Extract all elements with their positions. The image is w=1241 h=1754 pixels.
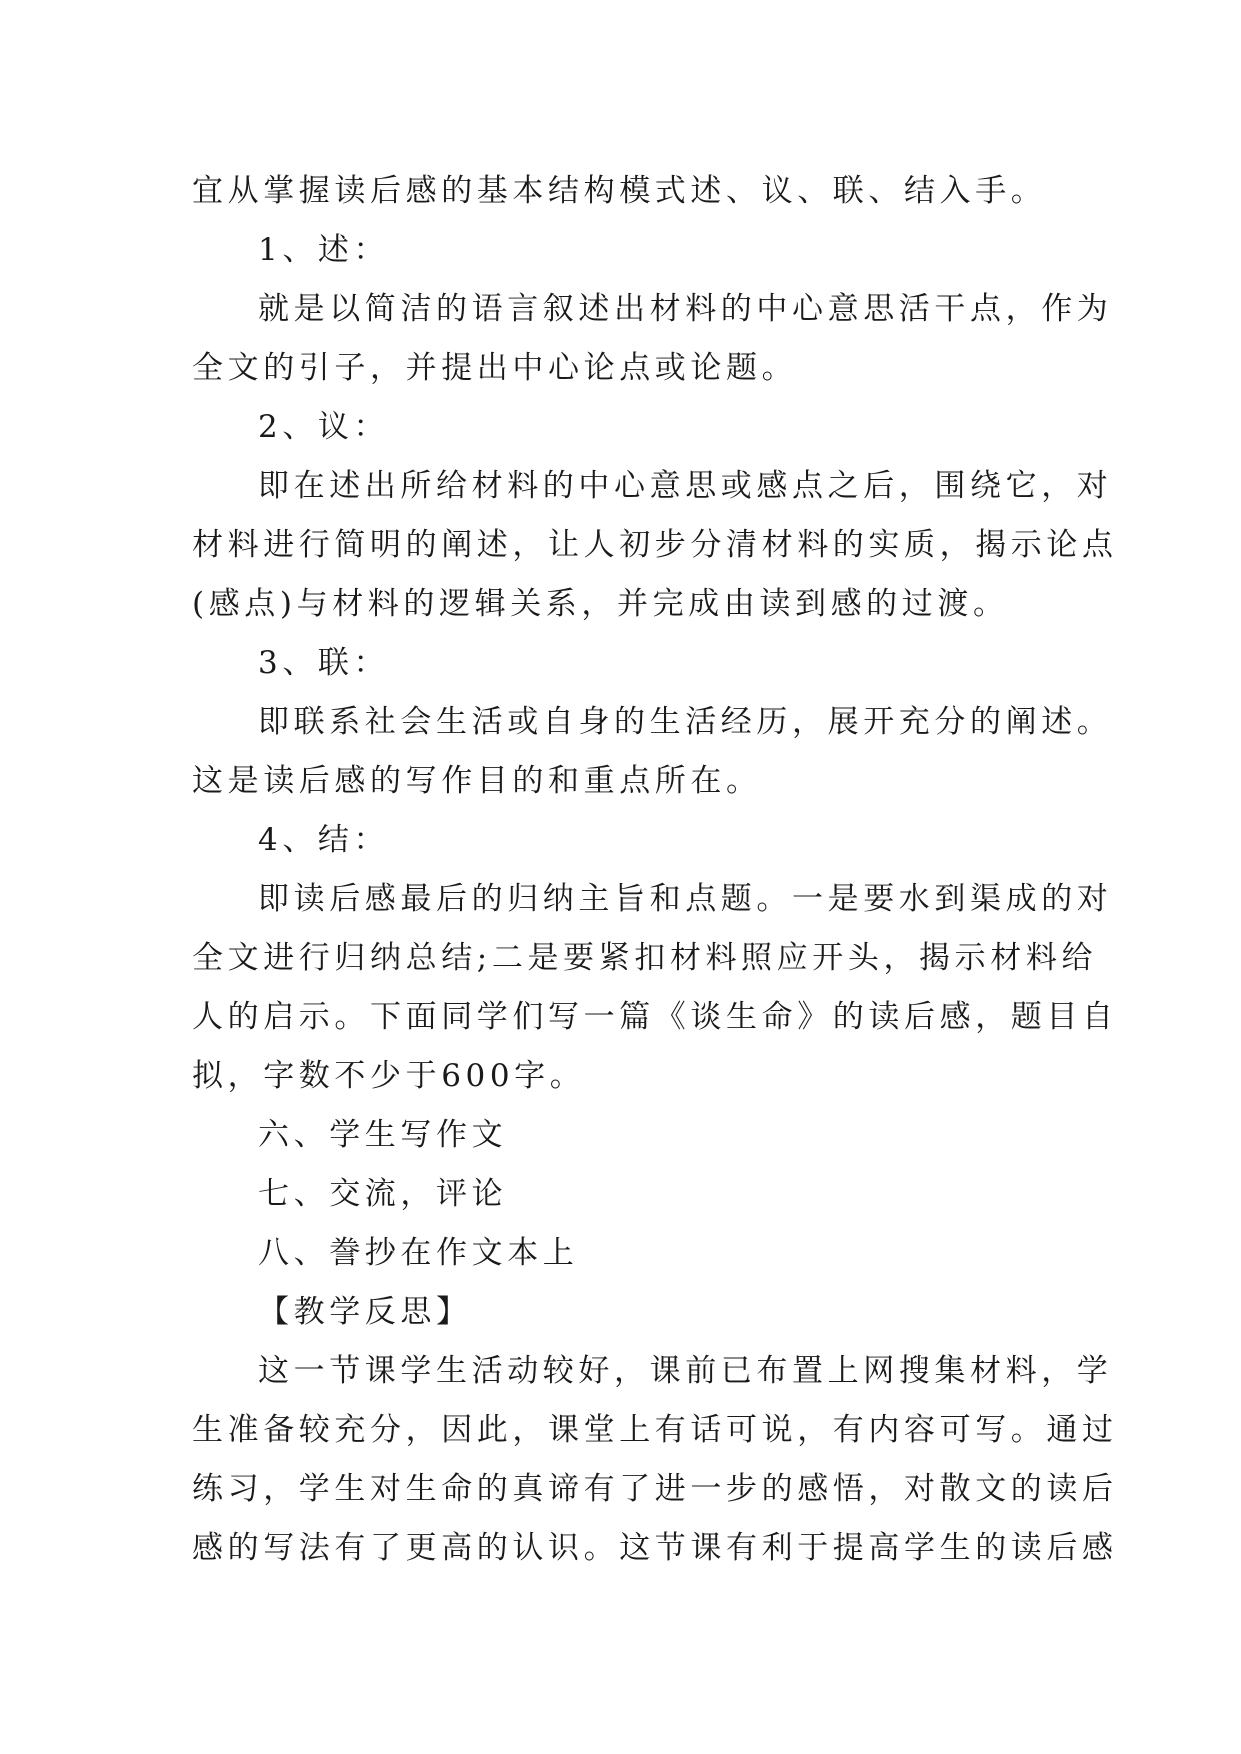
text-line: 练习，学生对生命的真谛有了进一步的感悟，对散文的读后	[192, 1471, 1118, 1507]
text-line: 拟，字数不少于600字。	[192, 1058, 586, 1094]
text-line: 全文的引子，并提出中心论点或论题。	[192, 350, 798, 386]
reflection-heading: 【教学反思】	[258, 1294, 472, 1330]
text-line: 就是以简洁的语言叙述出材料的中心意思活干点，作为	[258, 291, 1113, 327]
text-line: 这一节课学生活动较好，课前已布置上网搜集材料，学	[258, 1353, 1113, 1389]
text-line: 人的启示。下面同学们写一篇《谈生命》的读后感，题目自	[192, 999, 1118, 1035]
text-line: 即联系社会生活或自身的生活经历，展开充分的阐述。	[258, 704, 1113, 740]
text-line: (感点)与材料的逻辑关系，并完成由读到感的过渡。	[192, 586, 1009, 622]
text-line: 感的写法有了更高的认识。这节课有利于提高学生的读后感	[192, 1530, 1118, 1566]
text-line: 这是读后感的写作目的和重点所在。	[192, 763, 762, 799]
text-line: 即在述出所给材料的中心意思或感点之后，围绕它，对	[258, 468, 1113, 504]
document-body	[192, 162, 1118, 1578]
step-heading-7: 七、交流，评论	[258, 1176, 508, 1212]
section-heading-lian: 3、联：	[258, 645, 390, 681]
section-heading-shu: 1、述：	[258, 232, 390, 268]
text-line: 生准备较充分，因此，课堂上有话可说，有内容可写。通过	[192, 1412, 1118, 1448]
section-heading-yi: 2、议：	[258, 409, 390, 445]
text-line: 宜从掌握读后感的基本结构模式述、议、联、结入手。	[192, 173, 1047, 209]
text-line: 材料进行简明的阐述，让人初步分清材料的实质，揭示论点	[192, 527, 1118, 563]
step-heading-6: 六、学生写作文	[258, 1117, 508, 1153]
section-heading-jie: 4、结：	[258, 822, 390, 858]
step-heading-8: 八、誊抄在作文本上	[258, 1235, 579, 1271]
text-line: 全文进行归纳总结;二是要紧扣材料照应开头，揭示材料给	[192, 940, 1098, 976]
text-line: 即读后感最后的归纳主旨和点题。一是要水到渠成的对	[258, 881, 1113, 917]
